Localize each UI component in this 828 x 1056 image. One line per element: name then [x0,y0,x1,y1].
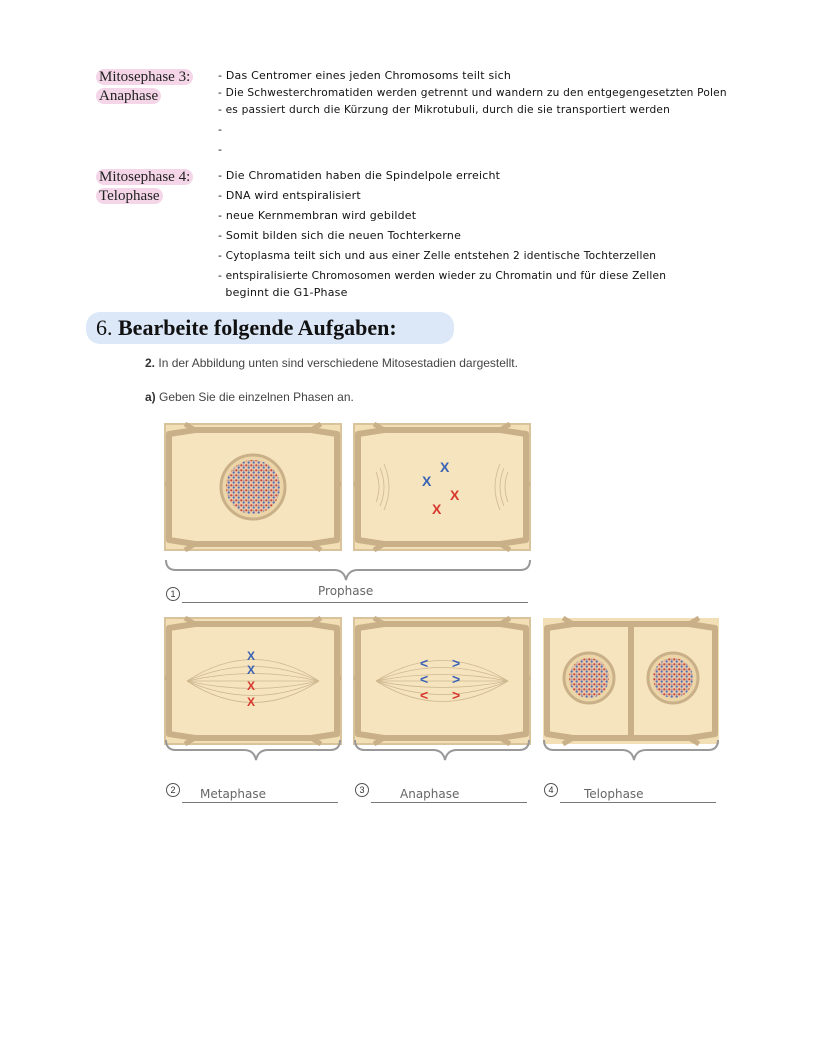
answer-line [182,602,528,603]
cell-anaphase [354,618,530,744]
svg-text:X: X [450,487,460,503]
svg-text:X: X [247,663,256,677]
svg-text:<: < [420,687,429,703]
svg-text:>: > [452,671,461,687]
note-line: - Somit bilden sich die neuen Tochterkerne [218,229,462,242]
section-title: Mitosephase 4: [96,169,193,185]
svg-text:X: X [422,473,432,489]
answer-text: Prophase [318,584,374,598]
cell-prophase-late [354,424,530,550]
cell-prophase-early [165,424,341,550]
cell-metaphase [165,618,341,744]
question-text: In der Abbildung unten sind verschiedene Mitosestadien dargestellt. [158,356,518,370]
note-line: - Die Schwesterchromatiden werden getrennt und wandern zu den entgegengesetzten Polen [218,87,727,99]
answer-line [182,802,338,803]
answer-number: 4 [544,783,558,797]
svg-text:>: > [452,687,461,703]
note-line: - [218,123,223,136]
svg-text:X: X [432,501,442,517]
note-line: - [218,143,223,156]
svg-text:<: < [420,671,429,687]
answer-text: Metaphase [200,787,267,801]
section-name: Anaphase [96,88,161,104]
note-line: - Das Centromer eines jeden Chromosoms teilt sich [218,69,512,82]
subpart-text: Geben Sie die einzelnen Phasen an. [159,390,354,404]
svg-text:<: < [420,655,429,671]
answer-number: 1 [166,587,180,601]
note-line: - Die Chromatiden haben die Spindelpole erreicht [218,169,501,182]
heading-number: 6. [96,315,113,340]
answer-line [371,802,527,803]
heading-text: Bearbeite folgende Aufgaben: [118,315,397,340]
answer-line [560,802,716,803]
answer-text: Telophase [584,787,644,801]
note-line: - es passiert durch die Kürzung der Mikrotubuli, durch die sie transportiert werden [218,104,671,116]
note-line: - entspiralisierte Chromosomen werden wieder zu Chromatin und für diese Zellen [218,270,667,282]
answer-text: Anaphase [400,787,460,801]
answer-number: 3 [355,783,369,797]
section-title: Mitosephase 3: [96,69,193,85]
brace-1 [166,560,530,580]
svg-text:X: X [247,649,256,663]
svg-text:X: X [247,679,256,693]
svg-text:>: > [452,655,461,671]
note-line: - neue Kernmembran wird gebildet [218,209,417,222]
answer-number: 2 [166,783,180,797]
section-name: Telophase [96,188,163,204]
note-line: - DNA wird entspiralisiert [218,189,361,202]
subpart-label: a) [145,390,156,404]
svg-text:X: X [440,459,450,475]
svg-text:X: X [247,695,256,709]
question-number: 2. [145,356,156,370]
cell-telophase [543,618,719,744]
note-line: - Cytoplasma teilt sich und aus einer Zelle entstehen 2 identische Tochterzellen [218,250,657,262]
note-line: beginnt die G1-Phase [218,286,348,299]
